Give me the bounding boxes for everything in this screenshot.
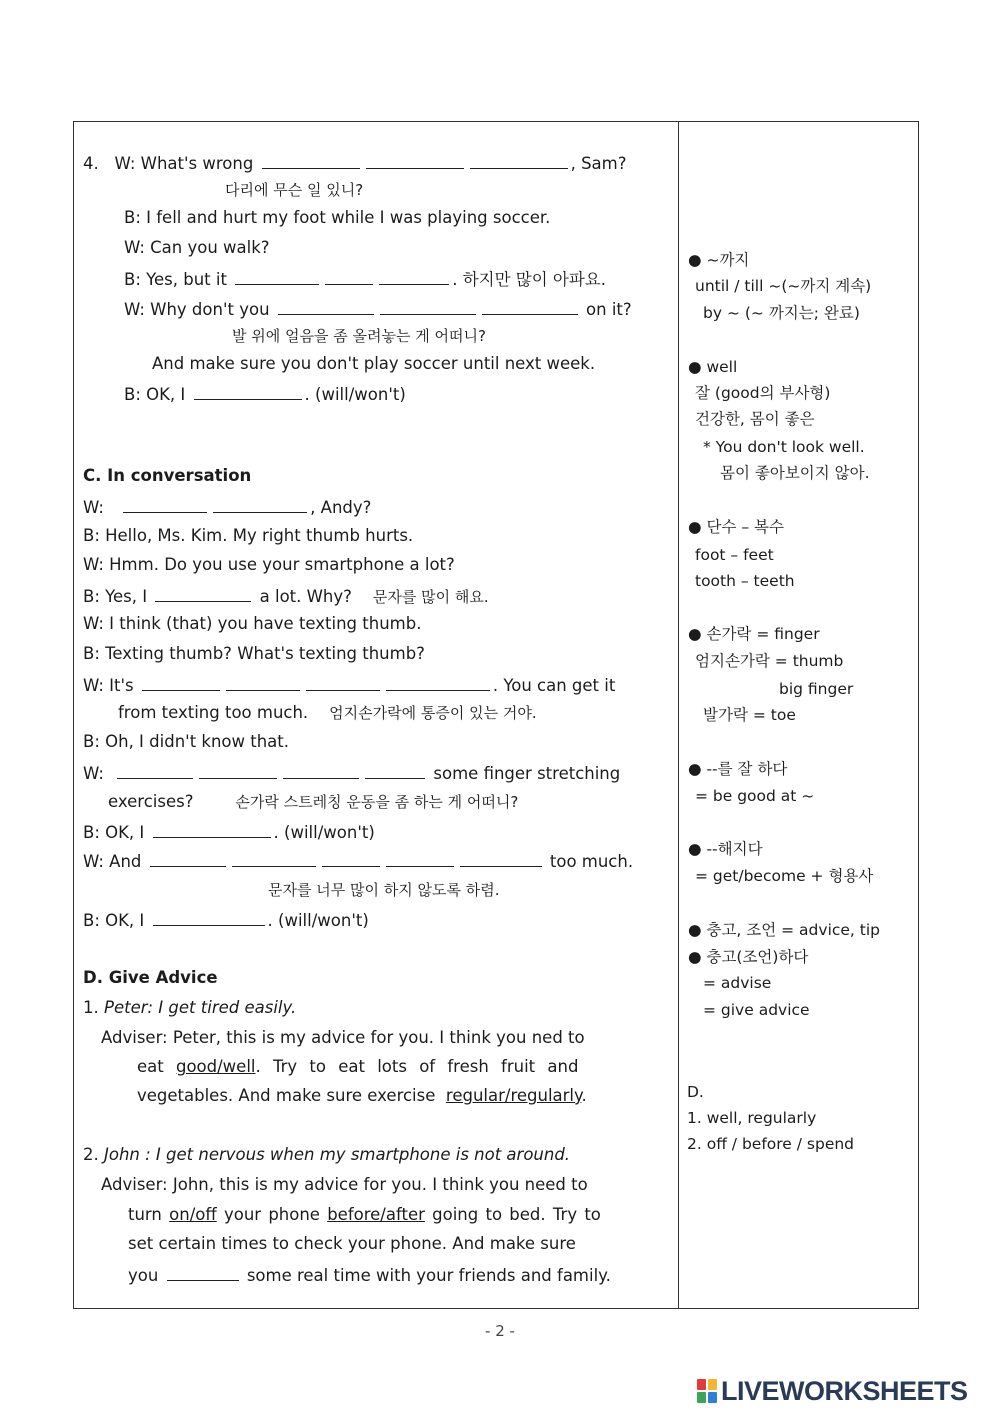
q4-line-5: W: Why don't you on it? [124, 300, 632, 319]
blank[interactable] [167, 1264, 239, 1281]
q4-hint-1: 다리에 무슨 일 있니? [225, 181, 364, 199]
note-text: = give advice [703, 1001, 810, 1019]
note-text: = get/become + 형용사 [695, 867, 874, 885]
c-line-4: B: Yes, I a lot. Why? 문자를 많이 해요. [83, 587, 489, 606]
q4-hint-2: 발 위에 얼음을 좀 올려놓는 게 어떠니? [232, 327, 486, 345]
d-item-1-advice-1: Adviser: Peter, this is my advice for you. I think you ned to [101, 1028, 585, 1047]
section-d-title: D. Give Advice [83, 968, 218, 987]
blank[interactable] [482, 298, 578, 315]
blank[interactable] [283, 762, 359, 779]
q4-line-2: B: I fell and hurt my foot while I was playing soccer. [124, 208, 551, 227]
blank[interactable] [194, 383, 302, 400]
blank[interactable] [155, 585, 251, 602]
d-item-1-quote: 1. Peter: I get tired easily. [83, 998, 297, 1017]
answer-key-2: 2. off / before / spend [687, 1135, 855, 1153]
logo-text: LIVEWORKSHEETS [721, 1375, 968, 1406]
logo-icon [697, 1379, 717, 1403]
d-item-2-quote: 2. John : I get nervous when my smartphone is not around. [83, 1145, 571, 1164]
blank[interactable] [325, 268, 373, 285]
c-line-2: B: Hello, Ms. Kim. My right thumb hurts. [83, 526, 414, 545]
d-item-2-advice-4: you some real time with your friends and family. [128, 1266, 611, 1285]
blank[interactable] [322, 850, 380, 867]
choice-regular-regularly[interactable]: regular/regularly [445, 1086, 582, 1105]
note-finger: ● 손가락 = finger [688, 625, 820, 643]
note-well: ● well [688, 358, 738, 376]
c-line-8: from texting too much. 엄지손가락에 통증이 있는 거야. [118, 703, 537, 722]
d-item-1-advice-2: eat good/well. Try to eat lots of fresh fruit and [137, 1057, 579, 1076]
note-text: 잘 (good의 부사형) [695, 384, 831, 402]
page-number: - 2 - [485, 1322, 515, 1340]
blank[interactable] [386, 674, 490, 691]
blank[interactable] [470, 152, 568, 169]
d-item-2-advice-2: turn on/off your phone before/after going to bed. Try to [128, 1205, 601, 1224]
blank[interactable] [153, 821, 271, 838]
blank[interactable] [117, 762, 193, 779]
column-divider [678, 121, 679, 1309]
blank[interactable] [150, 850, 226, 867]
c-line-15: B: OK, I . (will/won't) [83, 911, 369, 930]
note-text: foot – feet [695, 546, 774, 564]
c-line-6: B: Texting thumb? What's texting thumb? [83, 644, 425, 663]
c-line-13: W: And too much. [83, 852, 634, 871]
q4-line-7: B: OK, I . (will/won't) [124, 385, 406, 404]
note-text: tooth – teeth [695, 572, 795, 590]
note-text: 몸이 좋아보이지 않아. [720, 464, 870, 482]
blank[interactable] [213, 496, 307, 513]
blank[interactable] [365, 762, 425, 779]
note-be-good-at: ● --를 잘 하다 [688, 760, 788, 778]
note-advice: ● 충고, 조언 = advice, tip [688, 921, 881, 939]
choice-good-well[interactable]: good/well [175, 1057, 256, 1076]
c-line-11: exercises? 손가락 스트레칭 운동을 좀 하는 게 어떠니? [108, 792, 519, 811]
blank[interactable] [199, 762, 277, 779]
c-line-10: W: some finger stretching [83, 764, 621, 783]
c-line-5: W: I think (that) you have texting thumb. [83, 614, 422, 633]
blank[interactable] [226, 674, 300, 691]
note-text: * You don't look well. [703, 438, 865, 456]
note-text: 발가락 = toe [703, 706, 796, 724]
choice-before-after[interactable]: before/after [327, 1205, 425, 1224]
d-item-2-advice-1: Adviser: John, this is my advice for you. I think you need to [101, 1175, 588, 1194]
note-singular-plural: ● 단수 – 복수 [688, 518, 784, 536]
blank[interactable] [386, 850, 454, 867]
blank[interactable] [460, 850, 542, 867]
choice-on-off[interactable]: on/off [169, 1205, 217, 1224]
note-become: ● --해지다 [688, 840, 763, 858]
c-line-1: W: , Andy? [83, 498, 372, 517]
blank[interactable] [306, 674, 380, 691]
d-item-2-advice-3: set certain times to check your phone. And make sure [128, 1234, 576, 1253]
d-item-1-advice-3: vegetables. And make sure exercise regular/regularly. [137, 1086, 587, 1105]
note-text: = be good at ~ [695, 787, 815, 805]
note-advise: ● 충고(조언)하다 [688, 948, 809, 966]
note-text: 건강한, 몸이 좋은 [695, 410, 815, 428]
q4-line-3: W: Can you walk? [124, 238, 270, 257]
answer-key-title: D. [687, 1083, 704, 1101]
note-text: 엄지손가락 = thumb [695, 652, 844, 670]
blank[interactable] [142, 674, 220, 691]
blank[interactable] [379, 268, 449, 285]
liveworksheets-logo [697, 1376, 968, 1406]
q4-line-4: B: Yes, but it . 하지만 많이 아파요. [124, 270, 606, 289]
blank[interactable] [232, 850, 316, 867]
c-line-9: B: Oh, I didn't know that. [83, 732, 290, 751]
section-c-title: C. In conversation [83, 466, 252, 485]
c-line-3: W: Hmm. Do you use your smartphone a lot? [83, 555, 455, 574]
note-text: by ~ (~ 까지는; 완료) [703, 304, 860, 322]
blank[interactable] [235, 268, 319, 285]
q4-line-6: And make sure you don't play soccer until next week. [152, 354, 596, 373]
blank[interactable] [262, 152, 360, 169]
blank[interactable] [380, 298, 476, 315]
answer-key-1: 1. well, regularly [687, 1109, 817, 1127]
blank[interactable] [366, 152, 464, 169]
blank[interactable] [278, 298, 374, 315]
q4-line-1: 4. W: What's wrong , Sam? [83, 154, 627, 173]
c-line-12: B: OK, I . (will/won't) [83, 823, 375, 842]
note-text: until / till ~(~까지 계속) [695, 277, 872, 295]
c-line-7: W: It's . You can get it [83, 676, 616, 695]
blank[interactable] [123, 496, 207, 513]
note-text: = advise [703, 974, 772, 992]
c-hint-14: 문자를 너무 많이 하지 않도록 하렴. [268, 881, 500, 899]
note-text: big finger [779, 680, 854, 698]
note-until: ● ~까지 [688, 251, 750, 269]
blank[interactable] [153, 909, 265, 926]
